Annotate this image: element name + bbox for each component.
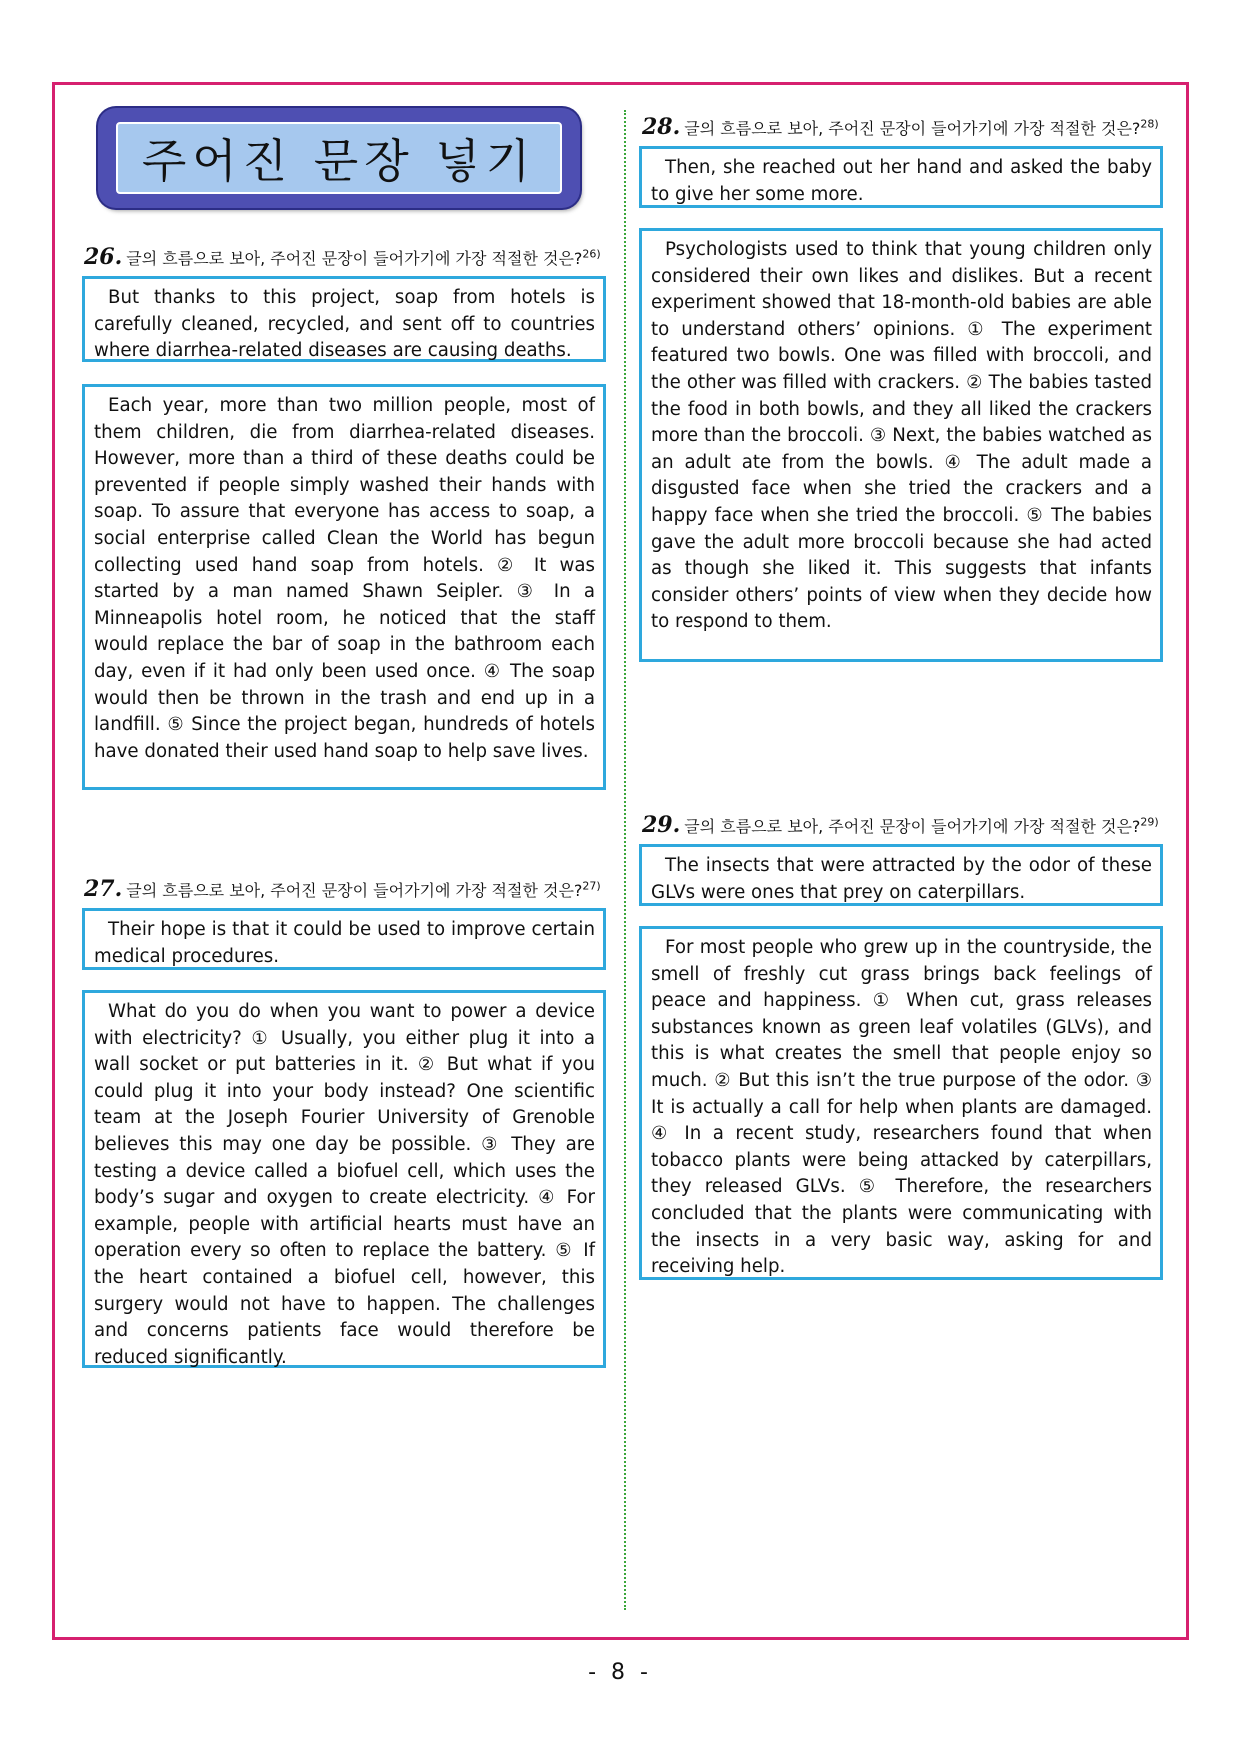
given-sentence-text: But thanks to this project, soap from hotels is carefully cleaned, recycled, and sent off to countries where diarrhea-related diseases are causing deaths. <box>94 287 595 362</box>
question-ref: 26) <box>582 247 601 261</box>
column-divider <box>624 110 626 1610</box>
question-prompt: 글의 흐름으로 보아, 주어진 문장이 들어가기에 가장 적절한 것은? <box>684 817 1141 836</box>
given-sentence-text: The insects that were attracted by the odor of these GLVs were ones that prey on caterpillars. <box>651 855 1152 903</box>
passage-text: Each year, more than two million people, most of them children, die from diarrhea-related diseases. However, more than a third of these deaths could be prevented if people simply washed their hands with soap. To assure that everyone has access to soap, a social enterprise called Clean the World has begun collecting used hand soap from hotels. ② It was started by a man named Shawn Seipler. ③ In a Minneapolis hotel room, he noticed that the staff would replace the bar of soap in the bathroom each day, even if it had only been used once. ④ The soap would then be thrown in the trash and end up in a landfill. ⑤ Since the project began, hundreds of hotels have donated their used hand soap to help save lives. <box>94 395 595 762</box>
question-29-header <box>642 812 1159 838</box>
page-number: - 8 - <box>588 1660 652 1685</box>
question-27-header <box>84 876 601 902</box>
question-26-header <box>84 244 601 270</box>
question-29-given-sentence <box>639 844 1163 906</box>
passage-text: Psychologists used to think that young children only considered their own likes and dislikes. But a recent experiment showed that 18-month-old babies are able to understand others’ opinions. ① The experiment featured two bowls. One was filled with broccoli, and the other was filled with crackers. ② The babies tasted the food in both bowls, and they all liked the crackers more than the broccoli. ③ Next, the babies watched as an adult ate from the bowls. ④ The adult made a disgusted face when she tried the crackers and a happy face when she tried the broccoli. ⑤ The babies gave the adult more broccoli because she had acted as though she liked it. This suggests that infants consider others’ points of view when they decide how to respond to them. <box>651 239 1152 633</box>
question-28-passage <box>639 228 1163 662</box>
question-prompt: 글의 흐름으로 보아, 주어진 문장이 들어가기에 가장 적절한 것은? <box>126 249 583 268</box>
given-sentence-text: Then, she reached out her hand and asked the baby to give her some more. <box>651 157 1152 205</box>
question-ref: 29) <box>1140 815 1159 829</box>
question-26-given-sentence <box>82 276 606 362</box>
question-26-passage <box>82 384 606 790</box>
question-28-header <box>642 114 1159 140</box>
question-prompt: 글의 흐름으로 보아, 주어진 문장이 들어가기에 가장 적절한 것은? <box>126 881 583 900</box>
question-27-passage <box>82 990 606 1368</box>
passage-text: For most people who grew up in the countryside, the smell of freshly cut grass brings back feelings of peace and happiness. ① When cut, grass releases substances known as green leaf volatiles (GLVs), and this is what creates the smell that people enjoy so much. ② But this isn’t the true purpose of the odor. ③ It is actually a call for help when plants are damaged. ④ In a recent study, researchers found that when tobacco plants were being attacked by caterpillars, they released GLVs. ⑤ Therefore, the researchers concluded that the plants were communicating with the insects in a very basic way, asking for and receiving help. <box>651 937 1152 1278</box>
section-title-banner <box>98 108 580 208</box>
question-29-passage <box>639 926 1163 1280</box>
question-number: 28. <box>642 114 681 140</box>
question-ref: 28) <box>1140 117 1159 131</box>
given-sentence-text: Their hope is that it could be used to improve certain medical procedures. <box>94 919 595 967</box>
question-number: 26. <box>84 244 123 270</box>
question-number: 29. <box>642 812 681 838</box>
question-27-given-sentence <box>82 908 606 970</box>
question-28-given-sentence <box>639 146 1163 208</box>
question-ref: 27) <box>582 879 601 893</box>
question-number: 27. <box>84 876 123 902</box>
section-title: 주어진 문장 넣기 <box>141 134 537 188</box>
section-title-inner <box>116 122 562 194</box>
question-prompt: 글의 흐름으로 보아, 주어진 문장이 들어가기에 가장 적절한 것은? <box>684 119 1141 138</box>
passage-text: What do you do when you want to power a device with electricity? ① Usually, you either plug it into a wall socket or put batteries in it. ② But what if you could plug it into your body instead? One scientific team at the Joseph Fourier University of Grenoble believes this may one day be possible. ③ They are testing a device called a biofuel cell, which uses the body’s sugar and oxygen to create electricity. ④ For example, people with artificial hearts must have an operation every so often to replace the battery. ⑤ If the heart contained a biofuel cell, however, this surgery would not have to happen. The challenges and concerns patients face would therefore be reduced significantly. <box>94 1001 595 1368</box>
